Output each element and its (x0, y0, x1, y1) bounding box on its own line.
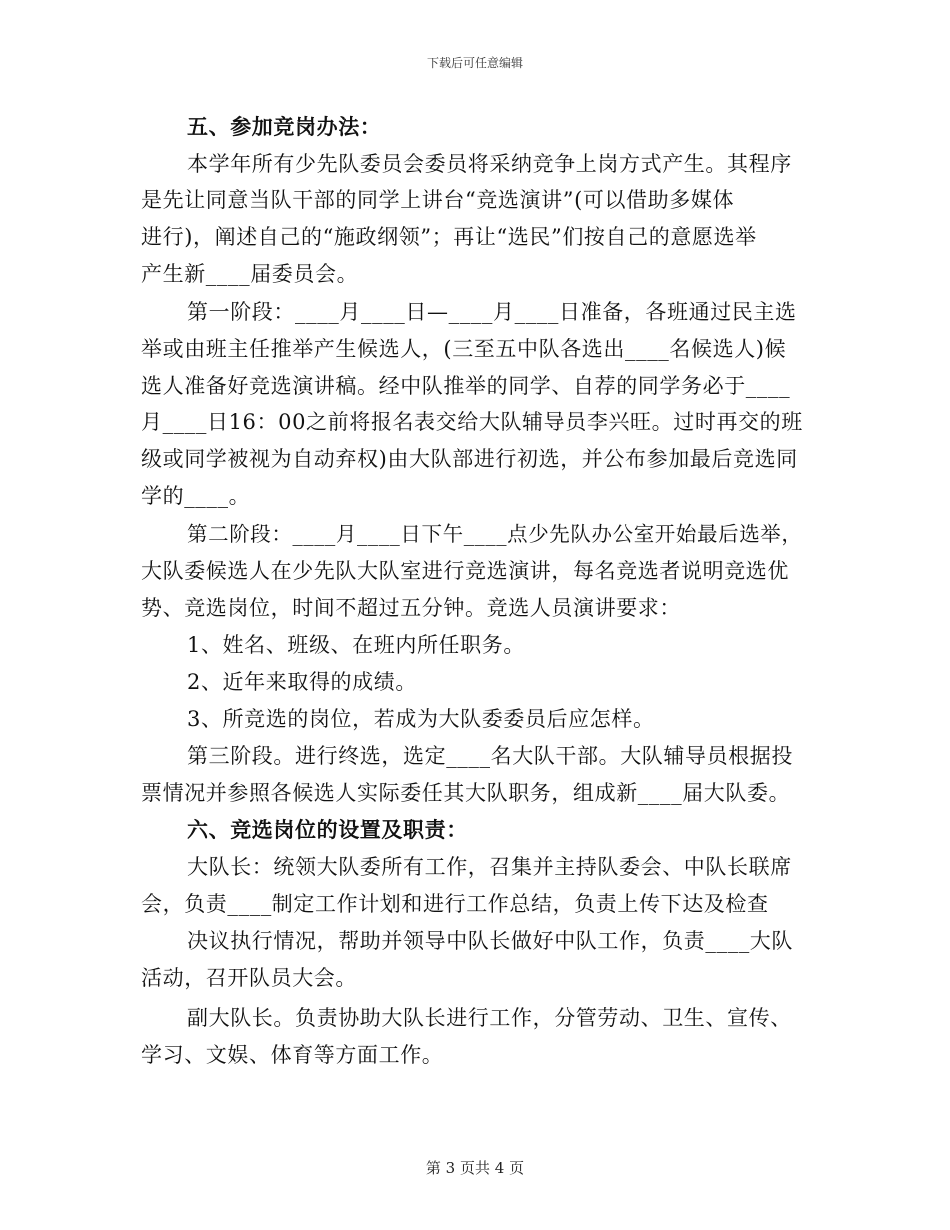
paragraph-line: 学的____。 (141, 484, 251, 508)
paragraph-line: 第二阶段：____月____日下午____点少先队办公室开始最后选举， (187, 522, 803, 546)
paragraph-line: 活动，召开队员大会。 (141, 966, 357, 990)
paragraph-line: 大队长：统领大队委所有工作，召集并主持队委会、中队长联席 (187, 855, 792, 879)
paragraph-line: 票情况并参照各候选人实际委任其大队职务，组成新____届大队委。 (141, 781, 791, 805)
section-heading: 六、竞选岗位的设置及职责： (187, 817, 468, 842)
paragraph-line: 举或由班主任推举产生候选人，(三至五中队各选出____名候选人)候 (141, 337, 787, 361)
list-item: 2、近年来取得的成绩。 (187, 670, 417, 694)
list-item: 3、所竞选的岗位，若成为大队委委员后应怎样。 (187, 707, 655, 731)
page-footer: 第 3 页共 4 页 (425, 1159, 525, 1177)
paragraph-line: 第一阶段：____月____日—____月____日准备，各班通过民主选 (187, 300, 797, 324)
paragraph-line: 产生新____届委员会。 (141, 262, 359, 286)
paragraph-line: 副大队长。负责协助大队长进行工作，分管劳动、卫生、宣传、 (187, 1006, 792, 1030)
paragraph-line: 级或同学被视为自动弃权)由大队部进行初选，并公布参加最后竞选同 (141, 447, 798, 471)
section-heading: 五、参加竞岗办法： (187, 114, 382, 139)
paragraph-line: 大队委候选人在少先队大队室进行竞选演讲，每名竞选者说明竞选优 (141, 559, 789, 583)
paragraph-line: 第三阶段。进行终选，选定____名大队干部。大队辅导员根据投 (187, 744, 793, 768)
paragraph-line: 势、竞选岗位，时间不超过五分钟。竞选人员演讲要求： (141, 596, 681, 620)
paragraph-line: 月____日16：00之前将报名表交给大队辅导员李兴旺。过时再交的班 (141, 410, 803, 434)
paragraph-line: 进行)，阐述自己的“施政纲领”；再让“选民”们按自己的意愿选举 (141, 225, 757, 249)
paragraph-line: 会，负责____制定工作计划和进行工作总结，负责上传下达及检查 (141, 892, 769, 916)
page-header: 下载后可任意编辑 (426, 56, 523, 70)
paragraph-line: 是先让同意当队干部的同学上讲台“竞选演讲”(可以借助多媒体 (141, 188, 735, 212)
paragraph-line: 本学年所有少先队委员会委员将采纳竞争上岗方式产生。其程序 (187, 152, 792, 176)
list-item: 1、姓名、班级、在班内所任职务。 (187, 633, 525, 657)
paragraph-line: 选人准备好竞选演讲稿。经中队推举的同学、自荐的同学务必于____ (141, 374, 791, 398)
paragraph-line: 决议执行情况，帮助并领导中队长做好中队工作，负责____大队 (187, 929, 793, 953)
paragraph-line: 学习、文娱、体育等方面工作。 (141, 1043, 444, 1067)
